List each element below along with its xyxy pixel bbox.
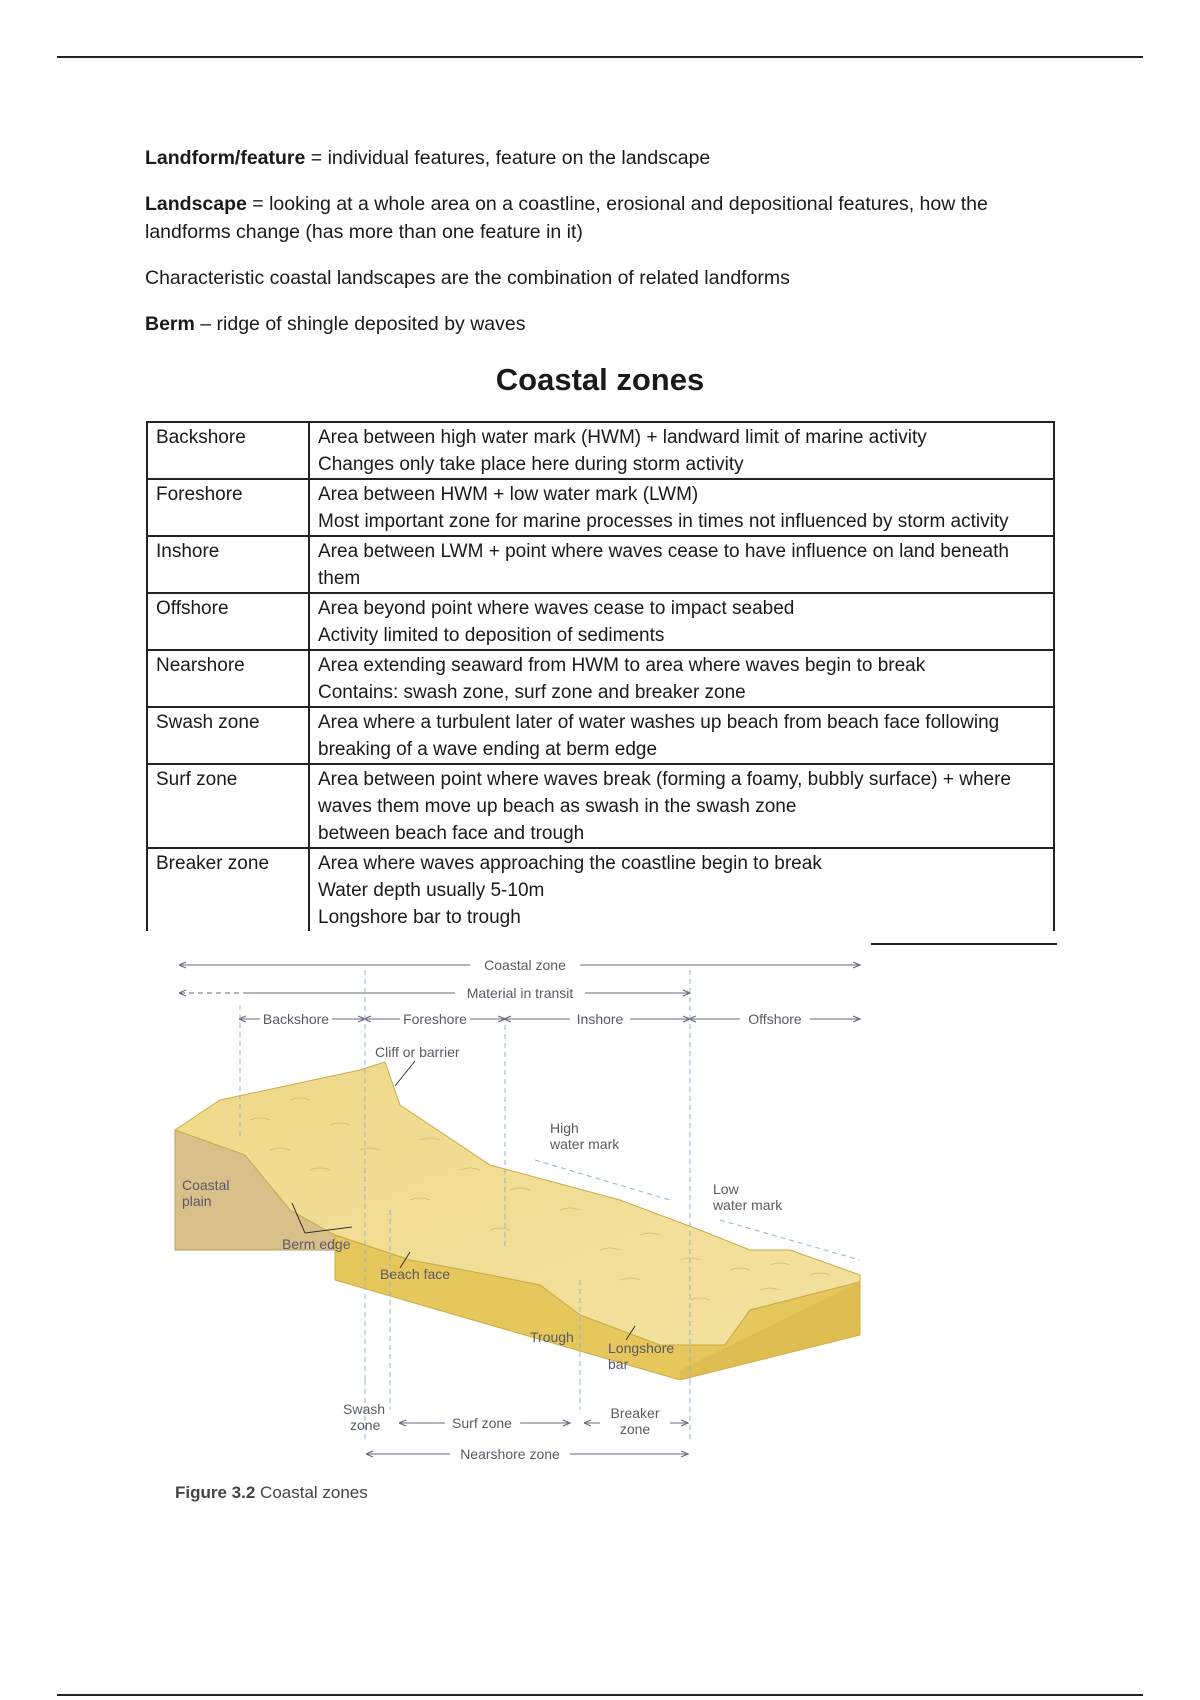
label-longshore-bar-2: bar — [608, 1356, 629, 1372]
zone-description-cell — [309, 764, 1054, 848]
zone-description-line: Area between point where waves break (forming a foamy, bubbly surface) + where waves them move up beach as swash in the swash zone — [318, 769, 1011, 817]
label-coastal-plain-2: plain — [182, 1193, 212, 1209]
definition-characteristic: Characteristic coastal landscapes are the combination of related landforms — [145, 267, 790, 289]
label-cliff-or-barrier: Cliff or barrier — [375, 1044, 460, 1060]
label-foreshore: Foreshore — [403, 1011, 467, 1027]
table-row — [147, 764, 1054, 848]
zone-name-cell: Backshore — [147, 422, 309, 479]
label-trough: Trough — [530, 1329, 574, 1345]
section-title: Coastal zones — [495, 362, 705, 397]
table-edge-line — [871, 943, 1057, 945]
zone-description-line: Changes only take place here during storm activity — [318, 454, 744, 475]
table-row — [147, 479, 1054, 536]
zone-description-line: Area between high water mark (HWM) + landward limit of marine activity — [318, 427, 927, 448]
zone-name-cell: Swash zone — [147, 707, 309, 764]
zone-description-cell — [309, 707, 1054, 764]
label-coastal-plain-1: Coastal — [182, 1177, 230, 1193]
zone-name-cell: Foreshore — [147, 479, 309, 536]
zone-description-line: Water depth usually 5-10m — [318, 880, 545, 901]
zone-description-line: Area between HWM + low water mark (LWM) — [318, 484, 699, 505]
label-inshore: Inshore — [576, 1011, 624, 1027]
label-breaker-zone-2: zone — [619, 1421, 651, 1437]
coastal-zones-diagram — [160, 950, 880, 1380]
zone-description-line: between beach face and trough — [318, 823, 585, 844]
zone-description-line: Activity limited to deposition of sediments — [318, 625, 665, 646]
definition-landscape: Landscape = looking at a whole area on a coastline, erosional and depositional features, how the landforms change (has more than one feature in it) — [145, 193, 988, 243]
table-row — [147, 593, 1054, 650]
label-swash-zone-2: zone — [350, 1417, 381, 1433]
table-row — [147, 422, 1054, 479]
zone-name-cell: Nearshore — [147, 650, 309, 707]
coastal-zones-figure — [160, 950, 880, 1380]
label-nearshore-zone: Nearshore zone — [460, 1446, 560, 1462]
zone-arrows — [180, 956, 860, 1028]
nearshore-arrows — [160, 1380, 880, 1470]
label-beach-face: Beach face — [380, 1266, 451, 1282]
zone-description-cell — [309, 848, 1054, 931]
figure-caption: Figure 3.2 Coastal zones — [175, 1483, 368, 1502]
nearshore-arrows-diagram — [160, 1380, 880, 1470]
zone-description-cell — [309, 593, 1054, 650]
label-low-water-mark-1: Low — [713, 1181, 739, 1197]
zone-description-cell — [309, 536, 1054, 593]
definition-landform: Landform/feature = individual features, feature on the landscape — [145, 147, 711, 169]
definitions — [145, 144, 1065, 356]
zone-description-cell — [309, 479, 1054, 536]
zone-description-line: Area beyond point where waves cease to impact seabed — [318, 598, 795, 619]
zone-description-line: Area where waves approaching the coastline begin to break — [318, 853, 822, 874]
zone-description-line: Area extending seaward from HWM to area where waves begin to break — [318, 655, 926, 676]
zone-description-cell — [309, 422, 1054, 479]
label-high-water-mark-2: water mark — [550, 1136, 620, 1152]
label-high-water-mark-1: High — [550, 1120, 579, 1136]
beach-block — [175, 1062, 860, 1380]
zone-name-cell: Surf zone — [147, 764, 309, 848]
zone-description-line: Contains: swash zone, surf zone and breaker zone — [318, 682, 746, 703]
zone-description-cell — [309, 650, 1054, 707]
definition-berm: Berm – ridge of shingle deposited by waves — [145, 313, 526, 335]
label-longshore-bar-1: Longshore — [608, 1340, 675, 1356]
zone-name-cell: Breaker zone — [147, 848, 309, 931]
footer-rule — [57, 1694, 1143, 1696]
label-surf-zone: Surf zone — [452, 1415, 512, 1431]
label-low-water-mark-2: water mark — [713, 1197, 783, 1213]
label-material-in-transit: Material in transit — [466, 985, 574, 1001]
table-row — [147, 707, 1054, 764]
zone-description-line: Area where a turbulent later of water washes up beach from beach face following breaking of a wave ending at berm edge — [318, 712, 1000, 760]
label-breaker-zone-1: Breaker — [610, 1405, 660, 1421]
label-backshore: Backshore — [262, 1011, 330, 1027]
label-offshore: Offshore — [748, 1011, 802, 1027]
zone-name-cell: Offshore — [147, 593, 309, 650]
header-rule — [57, 56, 1143, 58]
table-row — [147, 536, 1054, 593]
label-berm-edge: Berm edge — [282, 1236, 351, 1252]
label-swash-zone-1: Swash — [343, 1401, 386, 1417]
zone-description-line: Most important zone for marine processes in times not influenced by storm activity — [318, 511, 1009, 532]
zone-description-line: Area between LWM + point where waves cease to have influence on land beneath them — [318, 541, 1009, 589]
label-coastal-zone: Coastal zone — [484, 957, 566, 973]
zone-name-cell: Inshore — [147, 536, 309, 593]
table-row — [147, 650, 1054, 707]
zone-description-line: Longshore bar to trough — [318, 907, 521, 928]
table-row — [147, 848, 1054, 931]
coastal-zones-table — [146, 421, 1055, 931]
